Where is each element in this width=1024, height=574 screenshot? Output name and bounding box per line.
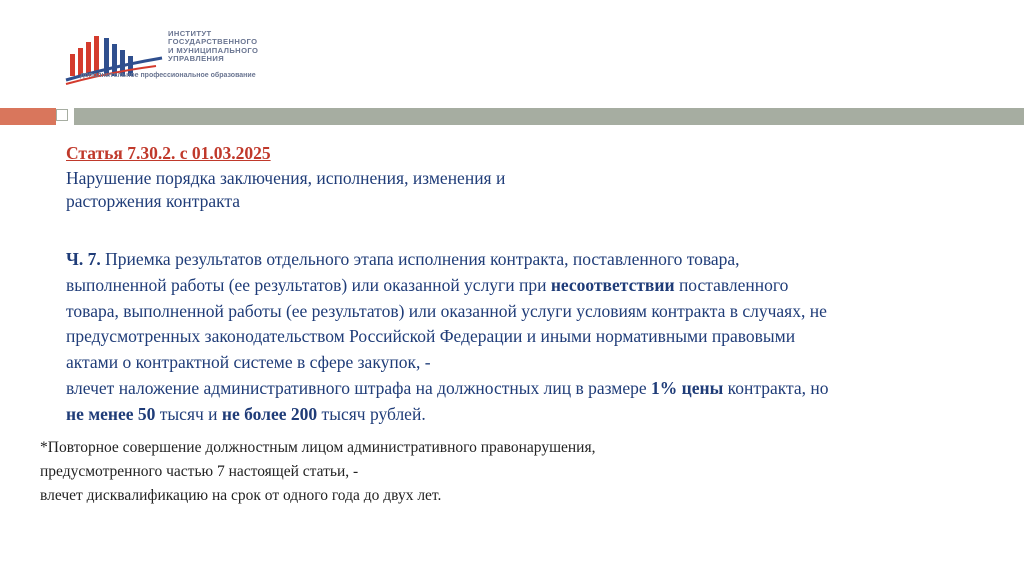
part-number: Ч. 7. (66, 249, 101, 269)
header-bar (74, 108, 1024, 125)
institute-name: ИНСТИТУТ ГОСУДАРСТВЕННОГО И МУНИЦИПАЛЬНОГО УПРАВЛЕНИЯ (168, 29, 259, 64)
repeat-offense-note: *Повторное совершение должностным лицом административного правонарушения, предусмотренного частью 7 настоящей статьи, - влечет дисквалификацию на срок от одного года до двух лет. (40, 439, 596, 504)
article-title: Статья 7.30.2. с 01.03.2025 (66, 143, 271, 163)
institute-tagline: дополнительное профессиональное образование (80, 72, 256, 79)
article-paragraph: Ч. 7. Приемка результатов отдельного этапа исполнения контракта, поставленного товара, выполненной работы (ее результатов) или оказанной услуги при несоответствии поставленного товара, выполненной работы (ее результатов) или оказанной услуги условиям контракта в случаях, не предусмотренных законодательством Российской Федерации и иными нормативными правовыми актами о контрактной системе в сфере закупок, - влечет наложение административного штрафа на должностных лиц в размере 1% цены контракта, но не менее 50 тысяч и не более 200 тысяч рублей. (66, 249, 829, 424)
header-square-icon (56, 109, 68, 121)
article-subtitle: Нарушение порядка заключения, исполнения, изменения и расторжения контракта (66, 168, 506, 211)
header-bar-accent (0, 108, 56, 125)
